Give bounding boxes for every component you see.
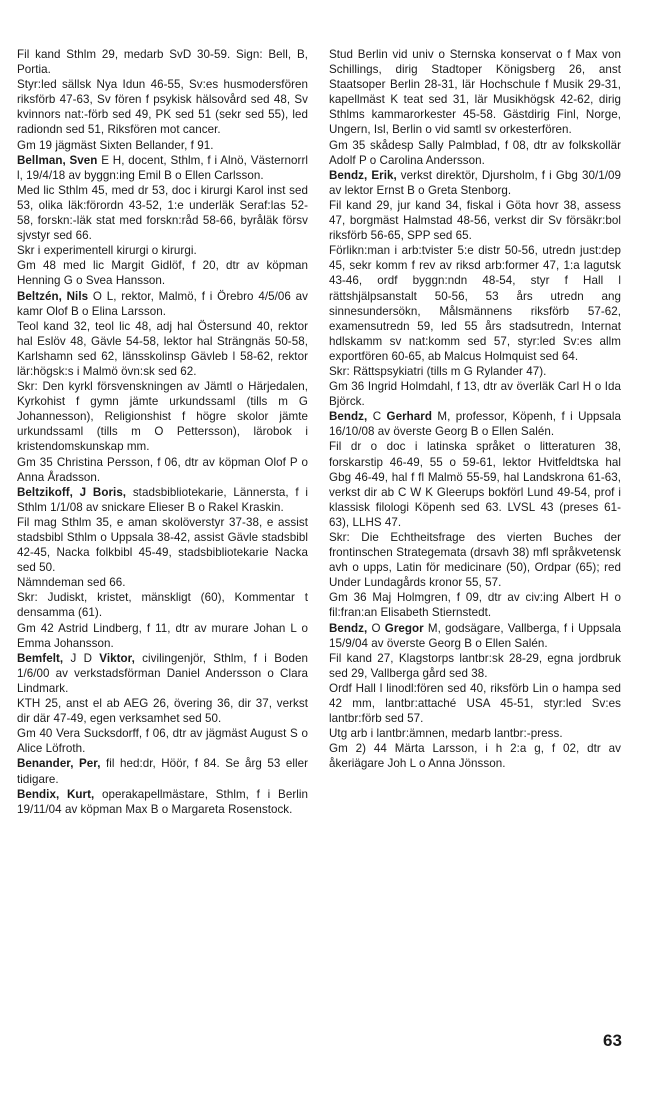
entry-text: Fil kand 27, Klagstorps lantbr:sk 28-29, egna jordbruk sed 29, Vallberga gård sed 38. [329, 651, 621, 680]
biography-paragraph [329, 243, 621, 364]
biography-paragraph [17, 726, 308, 756]
entry-text: civilingenjör, Sthlm, f i Boden 1/6/00 av verkstadsförman Daniel Andersson o Clara Lindmark. [17, 651, 308, 695]
entry-text: Skr: Den kyrkl försvenskningen av Jämtl o Härjedalen, Kyrkohist f gymn jämte urkundssaml (tills m G Johannesson), Religionshist f högre skolor jämte urkundssaml (tills m O Pettersson), lärobok i kristendomskunskap mm. [17, 380, 308, 454]
entry-text: Gm 35 Christina Persson, f 06, dtr av köpman Olof P o Anna Åradsson. [17, 455, 308, 484]
biography-paragraph [329, 726, 621, 741]
person-name: Bendz, [329, 621, 368, 635]
person-given-name: Gerhard [386, 410, 432, 424]
biography-paragraph [329, 138, 621, 168]
biography-paragraph [329, 681, 621, 726]
entry-text: Gm 35 skådesp Sally Palmblad, f 08, dtr av folkskollär Adolf P o Carolina Andersson. [329, 138, 621, 167]
biography-paragraph [329, 530, 621, 590]
name-initials: C [367, 410, 387, 424]
biography-paragraph [17, 379, 308, 454]
entry-text: Förlikn:man i arb:tvister 5:e distr 50-56, utredn just:dep 45, sekr komm f rev av riksd arb:former 47, 1:a lagutsk 43-46, ordf byggn:ndn 48-54, styr f Hall l rättshjälpsanstalt 50-56, 53 års utredn ang sinnesundersökn, Målsmännens riksförb 57-62, examensutredn 59, led 55 års stadsutredn, Internat hdlskamm sv nat:komm sed 57, styr:led Sv:es allm exportfören 60-65, ab Malcus Holmquist sed 64. [329, 244, 621, 363]
right-column [329, 47, 621, 772]
person-name: Bendix, Kurt, [17, 787, 95, 801]
entry-text: Gm 19 jägmäst Sixten Bellander, f 91. [17, 138, 214, 152]
entry-text: stadsbibliotekarie, Lännersta, f i Sthlm 1/1/08 av snickare Elieser B o Rakel Kraskin. [17, 485, 308, 514]
biography-paragraph [17, 47, 308, 77]
entry-text: Ordf Hall l linodl:fören sed 40, riksförb Lin o hampa sed 42 mm, lantbr:attaché USA 45-51, styr:led Sv:es lantbr:förb sed 57. [329, 681, 621, 726]
biography-paragraph [17, 696, 308, 726]
biography-paragraph [17, 621, 308, 651]
biography-paragraph [17, 575, 308, 590]
biography-paragraph [329, 439, 621, 530]
biography-paragraph [329, 651, 621, 681]
entry-text: Skr: Die Echtheitsfrage des vierten Buches der frontinschen Strategemata (drsavh 38) mfl språkvetensk avh o upps, Latin för medicinare (50), Ordpar (65); red Under Lundagårds kronor 55, 57. [329, 531, 621, 590]
biography-entry [17, 651, 308, 696]
biography-paragraph [329, 590, 621, 620]
person-name: Bellman, Sven [17, 153, 98, 167]
name-initials: O [367, 621, 385, 635]
entry-text: Gm 48 med lic Margit Gidlöf, f 20, dtr av köpman Henning G o Svea Hansson. [17, 259, 308, 288]
entry-text: Fil kand 29, jur kand 34, fiskal i Göta hovr 38, assess 47, borgmäst Halmstad 48-56, verkst dir Sv försäkr:bol riksförb 56-65, SPP sed 65. [329, 198, 621, 243]
biography-entry [329, 621, 621, 651]
biography-entry [17, 756, 308, 786]
biography-entry [329, 409, 621, 439]
entry-text: Gm 36 Ingrid Holmdahl, f 13, dtr av överläk Carl H o Ida Björck. [329, 380, 621, 409]
entry-text: M, professor, Köpenh, f i Uppsala 16/10/08 av överste Georg B o Ellen Salén. [329, 410, 622, 439]
entry-text: Gm 40 Vera Sucksdorff, f 06, dtr av jägmäst August S o Alice Löfroth. [17, 727, 308, 756]
biography-paragraph [329, 741, 621, 771]
entry-text: Fil dr o doc i latinska språket o litteraturen 38, forskarstip 46-49, 55 o 59-61, lektor Hvitfeldtska hal Gbg 46-49, hal f fl Malmö 55-59, hal Landskrona 61-63, verkst dir ab C W K Gleerups bokförl Lund 49-54, prof i klassisk filologi Köpenh sed 63. LVSL 43 (preses 61-63), LLHS 47. [329, 440, 621, 529]
person-name: Beltzikoff, J Boris, [17, 485, 127, 499]
entry-text: Stud Berlin vid univ o Sternska konservat o f Max von Schillings, dirig Stadtoper Königsberg 26, anst Staatsoper Berlin 28-31, lär Hochschule f Musik 29-31, kapellmäst K teat sed 31, lär Musikhögsk 42-62, dirig Sthlms kammarorkester 45-58. Gästdirig Finl, Norge, Ungern, Isl, Berlin o vid samtl sv orkesterfören. [329, 48, 621, 137]
entry-text: Teol kand 32, teol lic 48, adj hal Östersund 40, rektor hal Eslöv 48, Gävle 54-58, lektor hal Strängnäs 50-58, Karlshamn sed 62, länsskolinsp Gävleb l 58-62, rektor lär:högsk:s i Malmö övn:sk sed 62. [17, 319, 308, 378]
biography-entry [17, 289, 308, 319]
entry-text: Fil mag Sthlm 35, e aman skolöverstyr 37-38, e assist stadsbibl Sthlm o Uppsala 38-42, assist Gävle stadsbibl 42-45, Nacka folkbibl 45-49, stadsbibliotekarie Nacka sed 50. [17, 515, 308, 575]
entry-text: Gm 36 Maj Holmgren, f 09, dtr av civ:ing Albert H o fil:fran:an Elisabeth Stiernstedt. [329, 591, 621, 620]
biography-paragraph [329, 198, 621, 243]
person-name: Bendz, Erik, [329, 168, 397, 182]
person-name: Benander, Per, [17, 757, 101, 771]
biography-paragraph [17, 455, 308, 485]
entry-text: Nämndeman sed 66. [17, 576, 126, 590]
biography-paragraph [329, 379, 621, 409]
entry-text: operakapellmästare, Sthlm, f i Berlin 19/11/04 av köpman Max B o Margareta Rosenstock. [17, 787, 308, 816]
biography-paragraph [329, 364, 621, 379]
biography-paragraph [17, 258, 308, 288]
biography-paragraph [17, 183, 308, 243]
entry-text: Fil kand Sthlm 29, medarb SvD 30-59. Sign: Bell, B, Portia. [17, 48, 308, 77]
entry-text: M, godsägare, Vallberga, f i Uppsala 15/9/04 av överste Georg B o Ellen Salén. [329, 621, 621, 650]
person-given-name: Gregor [384, 621, 424, 635]
entry-text: Styr:led sällsk Nya Idun 46-55, Sv:es husmodersfören riksförb 47-63, Sv fören f psykisk hälsovård sed 48, Sv kvinnors nat:-förb sed 49, PK sed 51 (sekr sed 55), led radiondn sed 51, Riksfören mot cancer. [17, 78, 308, 137]
page-number: 63 [602, 1031, 622, 1050]
biography-paragraph [17, 515, 308, 575]
biography-entry [329, 168, 621, 198]
biography-paragraph [17, 243, 308, 258]
biography-paragraph [17, 590, 308, 620]
biography-paragraph [17, 138, 308, 153]
person-name: Bemfelt, [17, 651, 64, 665]
entry-text: Skr: Judiskt, kristet, mänskligt (60), Kommentar t densamma (61). [17, 591, 308, 620]
entry-text: Utg arb i lantbr:ämnen, medarb lantbr:-press. [329, 727, 563, 741]
person-name: Bendz, [329, 410, 368, 424]
name-initials: J D [63, 651, 100, 665]
entry-text: Skr: Rättspsykiatri (tills m G Rylander 47). [329, 364, 547, 378]
entry-text: Skr i experimentell kirurgi o kirurgi. [17, 244, 197, 258]
entry-text: O L, rektor, Malmö, f i Örebro 4/5/06 av kamr Olof B o Elina Larsson. [17, 289, 308, 318]
biography-entry [17, 787, 308, 817]
entry-text: KTH 25, anst el ab AEG 26, övering 36, dir 37, verkst dir där 47-49, egen verksamhet sed 50. [17, 697, 308, 726]
entry-text: E H, docent, Sthlm, f i Alnö, Västernorrl l, 19/4/18 av byggn:ing Emil B o Ellen Carlsson. [17, 153, 308, 182]
biography-paragraph [17, 319, 308, 379]
biography-paragraph [17, 77, 308, 137]
biography-paragraph [329, 47, 621, 138]
person-given-name: Viktor, [99, 651, 135, 665]
left-column [17, 47, 308, 817]
entry-text: verkst direktör, Djursholm, f i Gbg 30/1/09 av lektor Ernst B o Greta Stenborg. [329, 168, 621, 197]
entry-text: Gm 42 Astrid Lindberg, f 11, dtr av murare Johan L o Emma Johansson. [17, 621, 308, 650]
entry-text: Gm 2) 44 Märta Larsson, i h 2:a g, f 02, dtr av åkeriägare Joh L o Anna Jönsson. [329, 742, 621, 771]
entry-text: fil hed:dr, Höör, f 84. Se årg 53 eller tidigare. [17, 757, 309, 786]
biography-entry [17, 153, 308, 183]
person-name: Beltzén, Nils [17, 289, 89, 303]
biography-entry [17, 485, 308, 515]
entry-text: Med lic Sthlm 45, med dr 53, doc i kirurgi Karol inst sed 53, olika läk:förordn 43-52, 1:e underläk Seraf:las 52-58, forskn:-läk stat med forskn:råd 58-66, byråläk försv sjvstyr sed 66. [17, 183, 308, 243]
